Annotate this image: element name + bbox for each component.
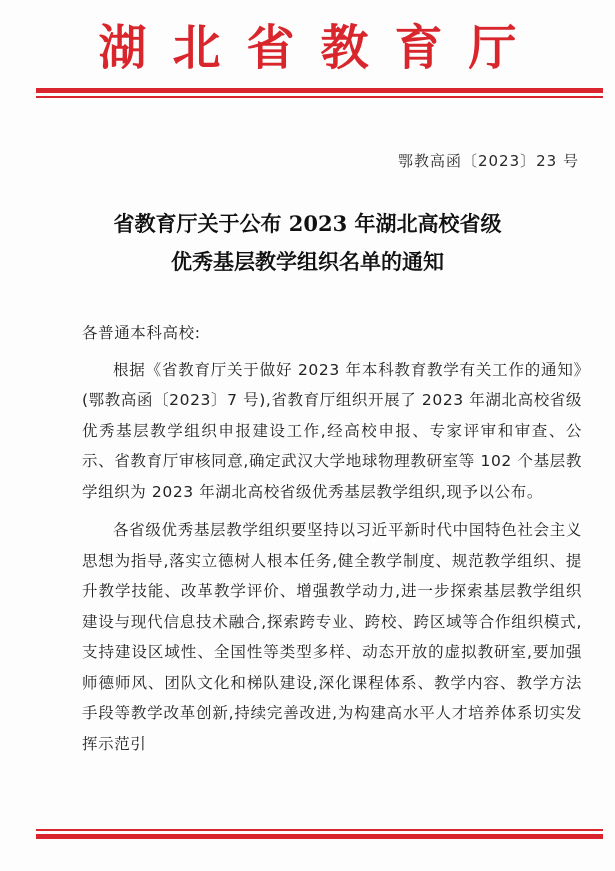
notice-body <box>82 318 582 767</box>
paragraph-2: 各省级优秀基层教学组织要坚持以习近平新时代中国特色社会主义思想为指导,落实立德树人根本任务,健全教学制度、规范教学组织、提升教学技能、改革教学评价、增强教学动力,进一步探索基层教学组织建设与现代信息技术融合,探索跨专业、跨校、跨区域等合作组织模式,支持建设区域性、全国性等类型多样、动态开放的虚拟教研室,要加强师德师风、团队文化和梯队建设,深化课程体系、教学内容、教学方法手段等教学改革创新,持续完善改进,为构建高水平人才培养体系切实发挥示范引 <box>82 521 582 753</box>
salutation: 各普通本科高校: <box>82 324 201 342</box>
paragraph-1: 根据《省教育厅关于做好 2023 年本科教育教学有关工作的通知》(鄂教高函〔2023〕7 号),省教育厅组织开展了 2023 年湖北高校省级优秀基层教学组织申报建设工作,经高校申报、专家评审和审查、公示、省教育厅审核同意,确定武汉大学地球物理教研室等 102 个基层教学组织为 2023 年湖北高校省级优秀基层教学组织,现予以公布。 <box>82 360 582 501</box>
document-number: 鄂教高函〔2023〕23 号 <box>397 152 579 170</box>
letterhead-title: 湖北省教育厅 <box>98 20 543 76</box>
letterhead-rule-thick <box>36 88 603 93</box>
footer-rule-thick <box>36 834 603 839</box>
letterhead-rule-thin <box>36 96 603 98</box>
notice-title-line-2: 优秀基层教学组织名单的通知 <box>171 249 444 274</box>
footer-rule-thin <box>36 829 603 831</box>
notice-title-line-1: 省教育厅关于公布 2023 年湖北高校省级 <box>113 211 502 236</box>
notice-title <box>0 205 615 281</box>
